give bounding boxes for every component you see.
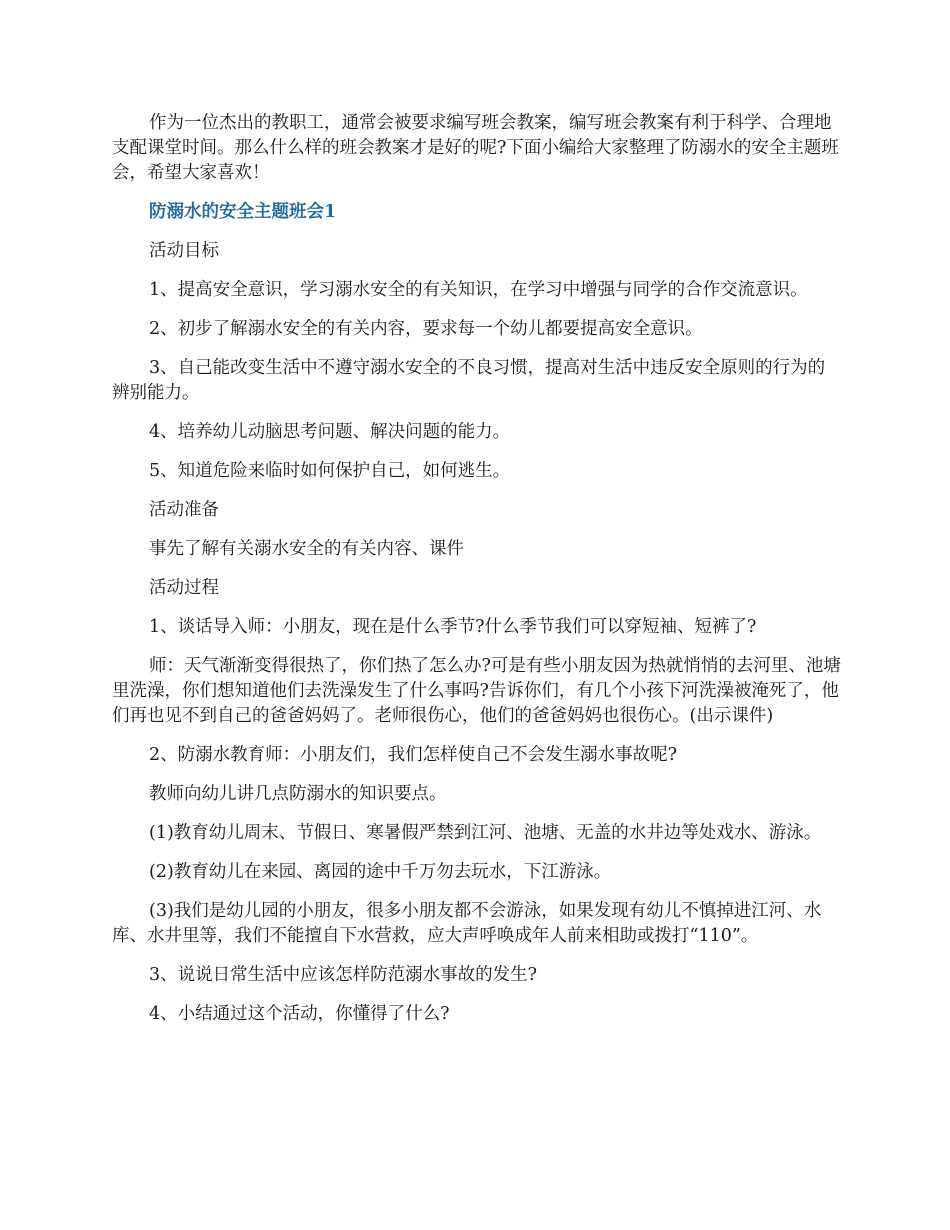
label-activity-preparation: 活动准备 (149, 500, 219, 520)
goal-item-1: 1、提高安全意识，学习溺水安全的有关知识，在学习中增强与同学的合作交流意识。 (149, 280, 808, 300)
knowledge-points-intro: 教师向幼儿讲几点防溺水的知识要点。 (149, 784, 447, 804)
document-body (112, 111, 842, 1041)
goal-item-3: 3、自己能改变生活中不遵守溺水安全的不良习惯，提高对生活中违反安全原则的行为的辨别能力。 (112, 358, 826, 403)
goal-item-4: 4、培养幼儿动脑思考问题、解决问题的能力。 (149, 422, 511, 442)
label-activity-goals: 活动目标 (149, 241, 219, 261)
teacher-dialogue: 师：天气渐渐变得很热了，你们热了怎么办?可是有些小朋友因为热就悄悄的去河里、池塘里洗澡，你们想知道他们去洗澡发生了什么事吗?告诉你们，有几个小孩下河洗澡被淹死了，他们再也见不到自己的爸爸妈妈了。老师很伤心，他们的爸爸妈妈也很伤心。(出示课件) (112, 656, 841, 726)
intro-paragraph: 作为一位杰出的教职工，通常会被要求编写班会教案，编写班会教案有利于科学、合理地支配课堂时间。那么什么样的班会教案才是好的呢?下面小编给大家整理了防溺水的安全主题班会，希望大家喜欢！ (112, 113, 839, 183)
preparation-text: 事先了解有关溺水安全的有关内容、课件 (149, 539, 464, 559)
process-step-4: 4、小结通过这个活动，你懂得了什么? (149, 1004, 450, 1024)
process-step-3: 3、说说日常生活中应该怎样防范溺水事故的发生? (149, 965, 538, 985)
knowledge-point-3: (3)我们是幼儿园的小朋友，很多小朋友都不会游泳，如果发现有幼儿不慎掉进江河、水库、水井里等，我们不能擅自下水营救，应大声呼唤成年人前来相助或拨打“110”。 (112, 901, 822, 946)
knowledge-point-1: (1)教育幼儿周末、节假日、寒暑假严禁到江河、池塘、无盖的水井边等处戏水、游泳。 (149, 823, 822, 843)
knowledge-point-2: (2)教育幼儿在来园、离园的途中千万勿去玩水，下江游泳。 (149, 862, 612, 882)
goal-item-5: 5、知道危险来临时如何保护自己，如何逃生。 (149, 461, 511, 481)
process-step-1: 1、谈话导入师：小朋友，现在是什么季节?什么季节我们可以穿短袖、短裤了? (149, 617, 757, 637)
section-heading: 防溺水的安全主题班会1 (149, 202, 337, 222)
label-activity-process: 活动过程 (149, 578, 219, 598)
process-step-2: 2、防溺水教育师：小朋友们，我们怎样使自己不会发生溺水事故呢? (149, 745, 678, 765)
goal-item-2: 2、初步了解溺水安全的有关内容，要求每一个幼儿都要提高安全意识。 (149, 319, 703, 339)
